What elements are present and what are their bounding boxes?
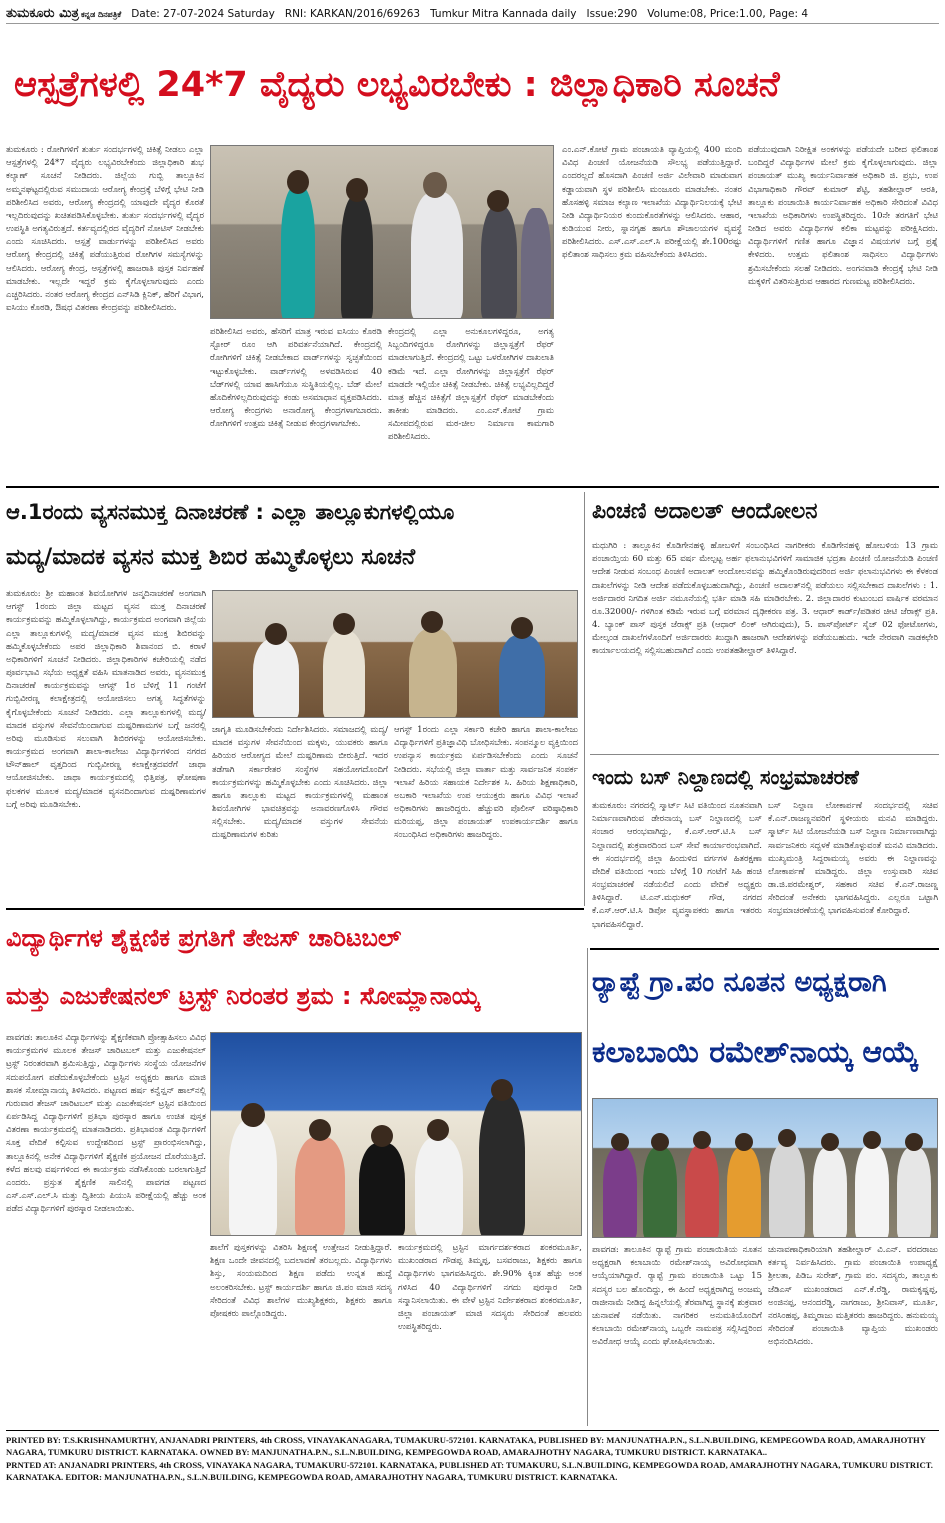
story3-body: ಮಧುಗಿರಿ : ತಾಲ್ಲೂಕಿನ ಕೊಡಿಗೇನಹಳ್ಳಿ ಹೋಬಳಿಗೆ ಸಂಬಂಧಿಸಿದ ನಾಗರೀಕರು ಕೊಡಿಗೇನಹಳ್ಳಿ ಹೋಬಳಿಯ 13 ಗ್ರಾಮ ಪಂಚಾಯ್ತಿಯ 60 ಮತ್ತು 65 ವರ್ಷ ಮೇಲ್ಪಟ್ಟ ಅರ್ಹ ಫಲಾನುಭವಿಗಳಿಗೆ ಸಾಮಾಜಿಕ ಭದ್ರತಾ ಪಿಂಚಣಿ ಯೋಜನೆಯಡಿ ಪಿಂಚಣಿ ಆದೇಶ ನೀಡುವ ಸಂಬಂಧ ಪಿಂಚಣಿ ಅದಾಲತ್ ಆಂದೋಲನವನ್ನು ಹಮ್ಮಿಕೊಂಡಿರುವುದರಿಂದ ಅರ್ಜಿ ಫಲಾನುಭವಿಗಳು ಈ ಕೆಳಕಂಡ ದಾಖಲೆಗಳನ್ನು ನೀಡಿ ಆದೇಶ ಪಡೆದುಕೊಳ್ಳಬಹುದಾಗಿದ್ದು, ಪಿಂಚಣಿ ಅದಾಲತ್‌ನಲ್ಲಿ ಪಡೆಯಲು ಸಲ್ಲಿಸಬೇಕಾದ ದಾಖಲೆಗಳು : 1. ಅರ್ಜಿದಾರರ ನಿಗದಿತ ಅರ್ಜಿ ನಮೂನೆಯಲ್ಲಿ ಭರ್ತಿ ಮಾಡಿ ಸಹಿ ಮಾಡಿರಬೇಕು. 2. ಜಿಲ್ಲಾದಾರರ ಕುಟುಂಬದ ವಾರ್ಷಿಕ ವರಮಾನ ರೂ.32000/- ಗಳಿಗಿಂತ ಕಡಿಮೆ ಇರುವ ಬಗ್ಗೆ ವರಮಾನ ದೃಢೀಕರಣ ಪತ್ರ. 3. ಆಧಾರ್ ಕಾರ್ಡ್/ಪಡಿತರ ಚೀಟಿ ಜೆರಾಕ್ಸ್ ಪ್ರತಿ. 4. ಬ್ಯಾಂಕ್ ಪಾಸ್ ಪುಸ್ತಕ ಜೆರಾಕ್ಸ್ ಪ್ರತಿ (ಆಧಾರ್ ಲಿಂಕ್ ಆಗಿರುವುದು), 5. ಪಾಸ್‌ಪೋರ್ಟ್ ಸೈಜ್ 02 ಫೋಟೋಗಳು, ಮೇಲ್ಕಂಡ ದಾಖಲೆಗಳೊಂದಿಗೆ ಅರ್ಜಿದಾರರು ಖುದ್ದಾಗಿ ಹಾಜರಾಗಿ ಆದೇಶಗಳನ್ನು ಪಡೆಯಬಹುದು. ಇದೇ ನೇರವಾಗಿ ನಾಡಕಛೇರಿ ಕಾರ್ಯಾಲಯದಲ್ಲಿ ಸಲ್ಲಿಸಬಹುದಾಗಿದೆ ಎಂದು ಉಪತಹಶೀಲ್ದಾರ್ ತಿಳಿಸಿದ್ದಾರೆ. bbox=[592, 541, 938, 657]
story6-photo bbox=[592, 1098, 938, 1238]
story5-col2: ಶಾಲೆಗೆ ಪುಸ್ತಕಗಳನ್ನು ವಿತರಿಸಿ ಶಿಕ್ಷಣಕ್ಕೆ ಉತ್ತೇಜನ ನೀಡುತ್ತಿದ್ದಾರೆ. ಶಿಕ್ಷಣ ಒಂದೇ ಜೀವನದಲ್ಲಿ ಬದಲಾವಣೆ ತರಬಲ್ಲದು. ವಿದ್ಯಾರ್ಥಿಗಳು ಶಿಸ್ತು, ಸಂಯಮದಿಂದ ಶಿಕ್ಷಣ ಪಡೆದು ಉನ್ನತ ಹುದ್ದೆ ಅಲಂಕರಿಸಬೇಕು. ಟ್ರಸ್ಟ್ ಕಾರ್ಯದರ್ಶಿ ಹಾಗೂ ಜಿ.ಪಂ ಮಾಜಿ ಸದಸ್ಯ ಸೇರಿದಂತೆ ವಿವಿಧ ಶಾಲೆಗಳ ಮುಖ್ಯಶಿಕ್ಷಕರು, ಶಿಕ್ಷಕರು ಹಾಗೂ ಪೋಷಕರು ಪಾಲ್ಗೊಂಡಿದ್ದರು. bbox=[210, 1243, 392, 1319]
divider bbox=[6, 908, 584, 910]
story5-headline-line2: ಮತ್ತು ಎಜುಕೇಷನಲ್ ಟ್ರಸ್ಟ್ ನಿರಂತರ ಶ್ರಮ : ಸೋಮ್ಲಾನಾಯ್ಕ bbox=[6, 982, 480, 1010]
paper-name: Tumkur Mitra Kannada daily bbox=[430, 7, 577, 20]
story4-col2: ಬಸ್ ನಿಲ್ದಾಣ ಲೋಕಾರ್ಪಣೆ ಸಂದರ್ಭದಲ್ಲಿ ಸಚಿವ ಕೆ.ಎನ್.ರಾಜಣ್ಣನವರಿಗೆ ಸ್ಥಳೀಯರು ಮನವಿ ಮಾಡಿದ್ದರು. ಸ್ಮಾರ್ಟ್ ಸಿಟಿ ಯೋಜನೆಯಡಿ ಬಸ್ ನಿಲ್ದಾಣ ನಿರ್ಮಾಣವಾಗಿದ್ದು ಸಾರ್ವಜನಿಕರು ಸದ್ಬಳಕೆ ಮಾಡಿಕೊಳ್ಳುವಂತೆ ಮನವಿ ಮಾಡಿದರು. ಮುಖ್ಯಮಂತ್ರಿ ಸಿದ್ದರಾಮಯ್ಯ ಅವರು ಈ ನಿಲ್ದಾಣವನ್ನು ಲೋಕಾರ್ಪಣೆ ಮಾಡಿದ್ದರು. ಜಿಲ್ಲಾ ಉಸ್ತುವಾರಿ ಸಚಿವ ಡಾ.ಜಿ.ಪರಮೇಶ್ವರ್, ಸಹಕಾರ ಸಚಿವ ಕೆ.ಎನ್.ರಾಜಣ್ಣ ಸೇರಿದಂತೆ ಅನೇಕರು ಭಾಗವಹಿಸಿದ್ದರು. ಎಲ್ಲರೂ ಒಟ್ಟಾಗಿ ಸಂಭ್ರಮಾಚರಣೆಯಲ್ಲಿ ಭಾಗವಹಿಸುವಂತೆ ಕೋರಿದ್ದಾರೆ. bbox=[768, 801, 938, 917]
story1-col1: ತುಮಕೂರು : ರೋಗಿಗಳಿಗೆ ತುರ್ತು ಸಂದರ್ಭಗಳಲ್ಲಿ ಚಿಕಿತ್ಸೆ ನೀಡಲು ಎಲ್ಲಾ ಆಸ್ಪತ್ರೆಗಳಲ್ಲಿ 24*7 ವೈದ್ಯರು ಲಭ್ಯವಿರಬೇಕೆಂದು ಜಿಲ್ಲಾಧಿಕಾರಿ ಶುಭ ಕಲ್ಯಾಣ್ ಸೂಚನೆ ನೀಡಿದರು. ಜಿಲ್ಲೆಯ ಗುಬ್ಬಿ ತಾಲ್ಲೂಕಿನ ಅಮ್ಮನಘಟ್ಟದಲ್ಲಿರುವ ಸಮುದಾಯ ಆರೋಗ್ಯ ಕೇಂದ್ರಕ್ಕೆ ಬೆಳಿಗ್ಗೆ ಭೇಟಿ ನೀಡಿ ಪರಿಶೀಲಿಸಿದ ಅವರು, ಆರೋಗ್ಯ ಕೇಂದ್ರದಲ್ಲಿ ಯಾವುದೇ ವೈದ್ಯರ ಕೊರತೆ ಇಲ್ಲದಿರುವುದನ್ನು ಖಚಿತಪಡಿಸಿಕೊಳ್ಳಬೇಕು. ತುರ್ತು ಸಂದರ್ಭಗಳಲ್ಲಿ ವೈದ್ಯರ ಉಪಸ್ಥಿತಿ ಅಗತ್ಯವಿರುತ್ತದೆ. ಕರ್ತವ್ಯದಲ್ಲಿರದ ವೈದ್ಯರಿಗೆ ನೋಟಿಸ್ ನೀಡಬೇಕು ಎಂದು ಸೂಚಿಸಿದರು. ಆಸ್ಪತ್ರೆ ವಾರ್ಡುಗಳನ್ನು ಪರಿಶೀಲಿಸಿದ ಅವರು ಆರೋಗ್ಯ ಕೇಂದ್ರದಲ್ಲಿ ಚಿಕಿತ್ಸೆ ಪಡೆಯುತ್ತಿರುವ ರೋಗಿಗಳ ಸಮಸ್ಯೆಗಳನ್ನು ಆಲಿಸಿದರು. ಆರೋಗ್ಯ ಕೇಂದ್ರ, ಆಸ್ಪತ್ರೆಗಳಲ್ಲಿ ಹಾಜರಾತಿ ಪುಸ್ತಕ ನಿರ್ವಹಣೆ ಮಾಡಬೇಕು. ಇಲ್ಲದೇ ಇದ್ದರೆ ಕ್ರಮ ಕೈಗೊಳ್ಳಲಾಗುವುದು ಎಂದು ಎಚ್ಚರಿಸಿದರು. ನಂತರ ಆರೋಗ್ಯ ಕೇಂದ್ರದ ಎನ್‌ಸಿಡಿ ಕ್ಲಿನಿಕ್, ಹೆರಿಗೆ ವಿಭಾಗ, ಐಸಿಯು ಕೊಠಡಿ, ಔಷಧ ವಿತರಣಾ ಕೇಂದ್ರವನ್ನು ಪರಿಶೀಲಿಸಿದರು. bbox=[6, 145, 204, 314]
column-divider bbox=[587, 948, 588, 1426]
story2-col2: ಜಾಗೃತಿ ಮೂಡಿಸಬೇಕೆಂದು ನಿರ್ದೇಶಿಸಿದರು. ಸಮಾಜದಲ್ಲಿ ಮದ್ಯ/ಮಾದಕ ವಸ್ತುಗಳ ಸೇವನೆಯಿಂದ ಮಕ್ಕಳು, ಯುವಕರು ಹಾಗೂ ಹಿರಿಯರ ಆರೋಗ್ಯದ ಮೇಲೆ ದುಷ್ಪರಿಣಾಮ ಬೀರುತ್ತಿದೆ. ಇದರ ತಡೆಗಾಗಿ ಸರ್ಕಾರೇತರ ಸಂಸ್ಥೆಗಳ ಸಹಯೋಗದೊಂದಿಗೆ ಕಾರ್ಯಕ್ರಮಗಳನ್ನು ಹಮ್ಮಿಕೊಳ್ಳಬೇಕು ಎಂದು ಸೂಚಿಸಿದರು. ಜಿಲ್ಲಾ ಹಾಗೂ ತಾಲ್ಲೂಕು ಮಟ್ಟದ ಕಾರ್ಯಕ್ರಮಗಳಲ್ಲಿ ಮಹಾಂತ ಶಿವಯೋಗಿಗಳ ಭಾವಚಿತ್ರವನ್ನು ಅನಾವರಣಗೊಳಿಸಿ ಗೌರವ ಸಲ್ಲಿಸಬೇಕು. ಮದ್ಯ/ಮಾದಕ ವಸ್ತುಗಳ ಸೇವನೆಯ ದುಷ್ಪರಿಣಾಮಗಳ ಕುರಿತು bbox=[212, 725, 388, 841]
story1-photo bbox=[210, 145, 554, 319]
story4-col1: ತುಮಕೂರು: ನಗರದಲ್ಲಿ ಸ್ಮಾರ್ಟ್ ಸಿಟಿ ವತಿಯಿಂದ ನೂತನವಾಗಿ ನಿರ್ಮಾಣವಾಗಿರುವ ಡೇರನಾಯ್ಕ ಬಸ್ ನಿಲ್ದಾಣದಲ್ಲಿ ಬಸ್ ಸಂಚಾರ ಆರಂಭವಾಗಿದ್ದು, ಕೆ.ಎಸ್.ಆರ್.ಟಿ.ಸಿ ಬಸ್ ನಿಲ್ದಾಣದಲ್ಲಿ ಶುಕ್ರವಾರದಿಂದ ಬಸ್ ಸೇವೆ ಕಾರ್ಯಾರಂಭವಾಗಿದೆ. ಈ ಸಂದರ್ಭದಲ್ಲಿ ಜಿಲ್ಲಾ ಹಿಂದುಳಿದ ವರ್ಗಗಳ ಹಿತರಕ್ಷಣಾ ವೇದಿಕೆ ವತಿಯಿಂದ ಇಂದು ಬೆಳಿಗ್ಗೆ 10 ಗಂಟೆಗೆ ಸಿಹಿ ಹಂಚಿ ಸಂಭ್ರಮಾಚರಣೆ ನಡೆಯಲಿದೆ ಎಂದು ವೇದಿಕೆ ಅಧ್ಯಕ್ಷರು ತಿಳಿಸಿದ್ದಾರೆ. ಟಿ.ಎನ್.ಮಧುಕರ್ ಗೌಡ, ನಗರದ ಕೆ.ಎಸ್.ಆರ್.ಟಿ.ಸಿ ಡಿಪೋ ವ್ಯವಸ್ಥಾಪಕರು ಹಾಗೂ ಇತರರು ಭಾಗವಹಿಸಲಿದ್ದಾರೆ. bbox=[592, 801, 762, 930]
issue-number: Issue:290 bbox=[586, 7, 638, 20]
column-divider bbox=[584, 492, 585, 906]
story4-headline: ಇಂದು ಬಸ್ ನಿಲ್ದಾಣದಲ್ಲಿ ಸಂಭ್ರಮಾಚರಣೆ bbox=[592, 765, 859, 789]
story1-headline: ಆಸ್ಪತ್ರೆಗಳಲ್ಲಿ 24*7 ವೈದ್ಯರು ಲಭ್ಯವಿರಬೇಕು : ಜಿಲ್ಲಾಧಿಕಾರಿ ಸೂಚನೆ bbox=[14, 65, 780, 105]
rni-number: RNI: KARKAN/2016/69263 bbox=[284, 7, 421, 20]
story3-headline: ಪಿಂಚಣಿ ಅದಾಲತ್ ಆಂದೋಲನ bbox=[592, 499, 818, 524]
divider bbox=[6, 486, 939, 488]
story1-col5: ಪಡೆಯುವುದಾಗಿ ನಿರೀಕ್ಷಿತ ಅಂಕಗಳನ್ನು ಪಡೆಯದೇ ಬರೀದ ಫಲಿತಾಂಶ ಬಂದಿದ್ದರೆ ವಿದ್ಯಾರ್ಥಿಗಳ ಮೇಲೆ ಕ್ರಮ ಕೈಗೊಳ್ಳಲಾಗುವುದು. ಜಿಲ್ಲಾ ಪಂಚಾಯತ್ ಮುಖ್ಯ ಕಾರ್ಯನಿರ್ವಾಹಕ ಅಧಿಕಾರಿ ಜಿ. ಪ್ರಭು, ಉಪ ವಿಭಾಗಾಧಿಕಾರಿ ಗೌರವ್ ಕುಮಾರ್ ಶೆಟ್ಟಿ, ತಹಶೀಲ್ದಾರ್ ಆರತಿ, ತಾಲ್ಲೂಕು ಪಂಚಾಯಿತಿ ಕಾರ್ಯನಿರ್ವಾಹಕ ಅಧಿಕಾರಿ ಸೇರಿದಂತೆ ವಿವಿಧ ಇಲಾಖೆಯ ಅಧಿಕಾರಿಗಳು ಉಪಸ್ಥಿತರಿದ್ದರು. 10ನೇ ತರಗತಿಗೆ ಭೇಟಿ ನೀಡಿದ ಅವರು ವಿದ್ಯಾರ್ಥಿಗಳ ಕಲಿಕಾ ಮಟ್ಟವನ್ನು ಪರೀಕ್ಷಿಸಿದರು. ವಿದ್ಯಾರ್ಥಿಗಳಿಗೆ ಗಣಿತ ಹಾಗೂ ವಿಜ್ಞಾನ ವಿಷಯಗಳ ಬಗ್ಗೆ ಪ್ರಶ್ನೆ ಕೇಳಿದರು. ಉತ್ತಮ ಫಲಿತಾಂಶ ಸಾಧಿಸಲು ವಿದ್ಯಾರ್ಥಿಗಳು ಶ್ರಮಿಸಬೇಕೆಂದು ಸಲಹೆ ನೀಡಿದರು. ಅಂಗನವಾಡಿ ಕೇಂದ್ರಕ್ಕೆ ಭೇಟಿ ನೀಡಿ ಮಕ್ಕಳಿಗೆ ವಿತರಿಸುತ್ತಿರುವ ಆಹಾರದ ಗುಣಮಟ್ಟ ಪರಿಶೀಲಿಸಿದರು. bbox=[748, 145, 938, 287]
story2-headline-line1: ಆ.1ರಂದು ವ್ಯಸನಮುಕ್ತ ದಿನಾಚರಣೆ : ಎಲ್ಲಾ ತಾಲ್ಲೂಕುಗಳಲ್ಲಿಯೂ bbox=[6, 500, 455, 524]
story1-col2: ಪರಿಶೀಲಿಸಿದ ಅವರು, ಹೆಸರಿಗೆ ಮಾತ್ರ ಇರುವ ಐಸಿಯು ಕೊಠಡಿ ಸ್ಟೋರ್ ರೂಂ ಆಗಿ ಪರಿವರ್ತನೆಯಾಗಿದೆ. ಕೇಂದ್ರದಲ್ಲಿ ರೋಗಿಗಳಿಗೆ ಚಿಕಿತ್ಸೆ ನೀಡಬೇಕಾದ ವಾರ್ಡ್‌ಗಳನ್ನು ಸ್ವಚ್ಛತೆಯಿಂದ ಇಟ್ಟುಕೊಳ್ಳಬೇಕು. ವಾರ್ಡ್‌ಗಳಲ್ಲಿ ಅಳವಡಿಸಿರುವ 40 ಬೆಡ್‌ಗಳಲ್ಲಿ ಯಾವ ಹಾಸಿಗೆಯೂ ಸುಸ್ಥಿತಿಯಲ್ಲಿಲ್ಲ. ಬೆಡ್ ಮೇಲೆ ಹೊದಿಕೆಗಳಿಲ್ಲದಿರುವುದನ್ನು ಕಂಡು ಅಸಮಾಧಾನ ವ್ಯಕ್ತಪಡಿಸಿದರು. ಆರೋಗ್ಯ ಕೇಂದ್ರಗಳು ಅನಾರೋಗ್ಯ ಕೇಂದ್ರಗಳಾಗಬಾರದು. ರೋಗಿಗಳಿಗೆ ಉತ್ತಮ ಚಿಕಿತ್ಸೆ ನೀಡುವ ಕೇಂದ್ರಗಳಾಗಬೇಕು. bbox=[210, 327, 382, 430]
imprint-footer bbox=[6, 1430, 939, 1484]
story1-col3: ಕೇಂದ್ರದಲ್ಲಿ ಎಲ್ಲಾ ಅನುಕೂಲಗಳಿದ್ದರೂ, ಅಗತ್ಯ ಸಿಬ್ಬಂದಿಗಳಿದ್ದರೂ ರೋಗಿಗಳನ್ನು ಜಿಲ್ಲಾಸ್ಪತ್ರೆಗೆ ರೆಫರ್ ಮಾಡಲಾಗುತ್ತಿದೆ. ಕೇಂದ್ರದಲ್ಲಿ ಒಟ್ಟು ಒಳರೋಗಿಗಳ ದಾಖಲಾತಿ ಕಡಿಮೆ ಇದೆ. ಎಲ್ಲಾ ರೋಗಿಗಳನ್ನು ಜಿಲ್ಲಾಸ್ಪತ್ರೆಗೆ ರೆಫರ್ ಮಾಡದೇ ಇಲ್ಲಿಯೇ ಚಿಕಿತ್ಸೆ ನೀಡಬೇಕು. ಚಿಕಿತ್ಸೆ ಲಭ್ಯವಿಲ್ಲದಿದ್ದರೆ ಮಾತ್ರ ಹೆಚ್ಚಿನ ಚಿಕಿತ್ಸೆಗೆ ಜಿಲ್ಲಾಸ್ಪತ್ರೆಗೆ ರೆಫರ್ ಮಾಡಬೇಕೆಂದು ತಾಕೀತು ಮಾಡಿದರು. ಎಂ.ಎನ್.ಕೋಟೆ ಗ್ರಾಮ ಸಮೀಪದಲ್ಲಿರುವ ಮಠ-ಚೀಲ ನಿರ್ಮಾಣ ಕಾಮಗಾರಿ ಪರಿಶೀಲಿಸಿದರು. bbox=[388, 327, 554, 443]
divider bbox=[590, 948, 939, 950]
story5-headline-line1: ವಿದ್ಯಾರ್ಥಿಗಳ ಶೈಕ್ಷಣಿಕ ಪ್ರಗತಿಗೆ ತೇಜಸ್ ಚಾರಿಟಬಲ್ bbox=[6, 924, 402, 952]
story2-col3: ಆಗಸ್ಟ್ 1ರಂದು ಎಲ್ಲಾ ಸರ್ಕಾರಿ ಕಚೇರಿ ಹಾಗೂ ಶಾಲಾ-ಕಾಲೇಜು ವಿದ್ಯಾರ್ಥಿಗಳಿಗೆ ಪ್ರತಿಜ್ಞಾವಿಧಿ ಬೋಧಿಸಬೇಕು. ಸಂಪನ್ಮೂಲ ವ್ಯಕ್ತಿಯಿಂದ ಉಪನ್ಯಾಸ ಕಾರ್ಯಕ್ರಮ ಏರ್ಪಡಿಸಬೇಕೆಂದು ಎಂದು ಸೂಚನೆ ನೀಡಿದರು. ಸಭೆಯಲ್ಲಿ ಜಿಲ್ಲಾ ವಾರ್ತಾ ಮತ್ತು ಸಾರ್ವಜನಿಕ ಸಂಪರ್ಕ ಇಲಾಖೆ ಹಿರಿಯ ಸಹಾಯಕ ನಿರ್ದೇಶಕ ಸಿ. ಹಿರಿಯ ಶಿಕ್ಷಣಾಧಿಕಾರಿ, ಅಬಕಾರಿ ಇಲಾಖೆಯ ಉಪ ಆಯುಕ್ತರು ಹಾಗೂ ವಿವಿಧ ಇಲಾಖೆ ಅಧಿಕಾರಿಗಳು ಹಾಜರಿದ್ದರು. ಹೆಚ್ಚುವರಿ ಪೊಲೀಸ್ ವರಿಷ್ಠಾಧಿಕಾರಿ ಮರಿಯಪ್ಪ, ಜಿಲ್ಲಾ ಪಂಚಾಯತ್ ಉಪಕಾರ್ಯದರ್ಶಿ ಹಾಗೂ ಸಂಬಂಧಿಸಿದ ಅಧಿಕಾರಿಗಳು ಹಾಜರಿದ್ದರು. bbox=[394, 725, 578, 841]
story2-col1: ತುಮಕೂರು: ಶ್ರೀ ಮಹಾಂತ ಶಿವಯೋಗಿಗಳ ಜನ್ಮದಿನಾಚರಣೆ ಅಂಗವಾಗಿ ಆಗಸ್ಟ್ 1ರಂದು ಜಿಲ್ಲಾ ಮಟ್ಟದ ವ್ಯಸನ ಮುಕ್ತ ದಿನಾಚರಣೆ ಕಾರ್ಯಕ್ರಮವನ್ನು ಹಮ್ಮಿಕೊಳ್ಳಲಾಗಿದ್ದು, ಕಾರ್ಯಕ್ರಮದ ಅಂಗವಾಗಿ ಜಿಲ್ಲೆಯ ಎಲ್ಲಾ ತಾಲ್ಲೂಕುಗಳಲ್ಲಿ ಮದ್ಯ/ಮಾದಕ ವ್ಯಸನ ಮುಕ್ತ ಶಿಬಿರವನ್ನು ಹಮ್ಮಿಕೊಳ್ಳಬೇಕೆಂದು ಅಪರ ಜಿಲ್ಲಾಧಿಕಾರಿ ಶಿವಾನಂದ ಬಿ. ಕರಾಳೆ ಅಧಿಕಾರಿಗಳಿಗೆ ಸೂಚನೆ ನೀಡಿದರು. ಜಿಲ್ಲಾಧಿಕಾರಿಗಳ ಕಚೇರಿಯಲ್ಲಿ ನಡೆದ ಪೂರ್ವಭಾವಿ ಸಭೆಯ ಅಧ್ಯಕ್ಷತೆ ವಹಿಸಿ ಮಾತನಾಡಿದ ಅವರು, ವ್ಯಸನಮುಕ್ತ ದಿನಾಚರಣೆ ಕಾರ್ಯಕ್ರಮವನ್ನು ಆಗಸ್ಟ್ 1ರ ಬೆಳಿಗ್ಗೆ 11 ಗಂಟೆಗೆ ಗುಬ್ಬಿವೀರಣ್ಣ ಕಲಾಕ್ಷೇತ್ರದಲ್ಲಿ ಆಯೋಜಿಸಲು ಅಗತ್ಯ ಸಿದ್ಧತೆಗಳನ್ನು ಕೈಗೊಳ್ಳಬೇಕೆಂದು ಸೂಚನೆ ನೀಡಿದರು. ಎಲ್ಲಾ ತಾಲ್ಲೂಕುಗಳಲ್ಲಿ ಮದ್ಯ/ಮಾದಕ ವಸ್ತುಗಳ ಸೇವನೆಯಿಂದಾಗುವ ದುಷ್ಪರಿಣಾಮಗಳ ಬಗ್ಗೆ ಜನರಲ್ಲಿ ಅರಿವು ಮೂಡಿಸುವ ಸಲುವಾಗಿ ಶಿಬಿರಗಳನ್ನು ಆಯೋಜಿಸಬೇಕು. ಕಾರ್ಯಕ್ರಮದ ಅಂಗವಾಗಿ ಶಾಲಾ-ಕಾಲೇಜು ವಿದ್ಯಾರ್ಥಿಗಳಿಂದ ನಗರದ ಟೌನ್‌ಹಾಲ್ ವೃತ್ತದಿಂದ ಗುಬ್ಬಿವೀರಣ್ಣ ಕಲಾಕ್ಷೇತ್ರದವರೆಗೆ ಜಾಥಾ ಆಯೋಜಿಸಬೇಕು. ಜಾಥಾ ಕಾರ್ಯಕ್ರಮದಲ್ಲಿ ಭಿತ್ತಿಪತ್ರ, ಘೋಷಣಾ ಫಲಕಗಳ ಮೂಲಕ ಮದ್ಯ/ಮಾದಕ ವ್ಯಸನದಿಂದಾಗುವ ದುಷ್ಪರಿಣಾಮಗಳ ಬಗ್ಗೆ ಅರಿವು ಮೂಡಿಸಬೇಕು. bbox=[6, 589, 206, 810]
story1-col4: ಎಂ.ಎನ್.ಕೋಟೆ ಗ್ರಾಮ ಪಂಚಾಯತಿ ವ್ಯಾಪ್ತಿಯಲ್ಲಿ 400 ಮಂದಿ ವಿವಿಧ ಪಿಂಚಣಿ ಯೋಜನೆಯಡಿ ಸೌಲಭ್ಯ ಪಡೆಯುತ್ತಿದ್ದಾರೆ. ಎಂದರಲ್ಲದೆ ಹೊಸದಾಗಿ ಪಿಂಚಣಿ ಅರ್ಜಿ ವಿಲೇವಾರಿ ಮಾಡುವಾಗ ಕಡ್ಡಾಯವಾಗಿ ಸ್ಥಳ ಪರಿಶೀಲಿಸಿ ಮಂಜೂರು ಮಾಡಬೇಕು. ನಂತರ ಹೊಸಹಳ್ಳಿ ಸಮಾಜ ಕಲ್ಯಾಣ ಇಲಾಖೆಯ ವಿದ್ಯಾರ್ಥಿನಿಲಯಕ್ಕೆ ಭೇಟಿ ನೀಡಿ ವಿದ್ಯಾರ್ಥಿನಿಯರ ಕುಂದುಕೊರತೆಗಳನ್ನು ಆಲಿಸಿದರು. ಆಹಾರ, ಕುಡಿಯುವ ನೀರು, ಸ್ನಾನಗೃಹ ಹಾಗೂ ಶೌಚಾಲಯಗಳ ವ್ಯವಸ್ಥೆ ಪರಿಶೀಲಿಸಿದರು. ಎಸ್.ಎಸ್.ಎಲ್.ಸಿ ಪರೀಕ್ಷೆಯಲ್ಲಿ ಶೇ.100ರಷ್ಟು ಫಲಿತಾಂಶ ಸಾಧಿಸಲು ಕ್ರಮ ವಹಿಸಬೇಕೆಂದು ತಿಳಿಸಿದರು. bbox=[562, 145, 742, 261]
story6-headline-line1: ರ್‍ಯಾಪ್ಟೆ ಗ್ರಾ.ಪಂ ನೂತನ ಅಧ್ಯಕ್ಷರಾಗಿ bbox=[592, 967, 887, 998]
masthead bbox=[6, 4, 939, 24]
divider bbox=[590, 754, 939, 755]
story5-photo bbox=[210, 1032, 582, 1236]
story5-col1: ಪಾವಗಡ: ತಾಲೂಕಿನ ವಿದ್ಯಾರ್ಥಿಗಳನ್ನು ಶೈಕ್ಷಣಿಕವಾಗಿ ಪ್ರೋತ್ಸಾಹಿಸಲು ವಿವಿಧ ಕಾರ್ಯಕ್ರಮಗಳ ಮೂಲಕ ತೇಜಸ್ ಚಾರಿಟಬಲ್ ಮತ್ತು ಎಜುಕೇಷನಲ್ ಟ್ರಸ್ಟ್ ನಿರಂತರವಾಗಿ ಶ್ರಮಿಸುತ್ತಿದ್ದು, ವಿದ್ಯಾರ್ಥಿಗಳು ಸಂಸ್ಥೆಯ ಯೋಜನೆಗಳ ಸದುಪಯೋಗ ಪಡೆದುಕೊಳ್ಳಬೇಕೆಂದು ಟ್ರಸ್ಟಿನ ಅಧ್ಯಕ್ಷರು ಹಾಗೂ ಮಾಜಿ ಶಾಸಕ ಸೋಮ್ಲಾನಾಯ್ಕ ತಿಳಿಸಿದರು. ಪಟ್ಟಣದ ಹರ್ಷ ಕನ್ವೆನ್ಷನ್ ಹಾಲ್‌ನಲ್ಲಿ ಗುರುವಾರ ತೇಜಸ್ ಚಾರಿಟಬಲ್ ಮತ್ತು ಎಜುಕೇಷನಲ್ ಟ್ರಸ್ಟಿನ ವತಿಯಿಂದ ಏರ್ಪಡಿಸಿದ್ದ ವಿದ್ಯಾರ್ಥಿಗಳಿಗೆ ಪ್ರತಿಭಾ ಪುರಸ್ಕಾರ ಹಾಗೂ ಉಚಿತ ಪುಸ್ತಕ ವಿತರಣಾ ಕಾರ್ಯಕ್ರಮದಲ್ಲಿ ಮಾತನಾಡಿದರು. ಪ್ರತಿಭಾವಂತ ವಿದ್ಯಾರ್ಥಿಗಳಿಗೆ ಸೂಕ್ತ ವೇದಿಕೆ ಕಲ್ಪಿಸುವ ಉದ್ದೇಶದಿಂದ ಟ್ರಸ್ಟ್ ಪ್ರಾರಂಭಿಸಲಾಗಿದ್ದು, ತಾಲ್ಲೂಕಿನಲ್ಲಿ ಅನೇಕ ವಿದ್ಯಾರ್ಥಿಗಳಿಗೆ ಶೈಕ್ಷಣಿಕ ಪ್ರಯೋಜನ ದೊರೆಯುತ್ತಿದೆ. ಕಳೆದ ಹಲವು ವರ್ಷಗಳಿಂದ ಈ ಕಾರ್ಯಕ್ರಮ ನಡೆಸಿಕೊಂಡು ಬರಲಾಗುತ್ತಿದೆ ಎಂದರು. ಪ್ರಸ್ತುತ ಶೈಕ್ಷಣಿಕ ಸಾಲಿನಲ್ಲಿ ಪಾವಗಡ ಪಟ್ಟಣದ ಎಸ್.ಎಸ್.ಎಲ್.ಸಿ ಮತ್ತು ದ್ವಿತೀಯ ಪಿಯುಸಿ ಪರೀಕ್ಷೆಯಲ್ಲಿ ಹೆಚ್ಚು ಅಂಕ ಪಡೆದ ವಿದ್ಯಾರ್ಥಿಗಳಿಗೆ ಪುರಸ್ಕಾರ ನೀಡಲಾಯಿತು. bbox=[6, 1033, 206, 1215]
story6-headline-line2: ಕಲಾಬಾಯಿ ರಮೇಶ್‌ನಾಯ್ಕ ಆಯ್ಕೆ bbox=[592, 1035, 919, 1070]
story2-headline-line2: ಮದ್ಯ/ಮಾದಕ ವ್ಯಸನ ಮುಕ್ತ ಶಿಬಿರ ಹಮ್ಮಿಕೊಳ್ಳಲು ಸೂಚನೆ bbox=[6, 545, 416, 570]
story5-col3: ಕಾರ್ಯಕ್ರಮದಲ್ಲಿ ಟ್ರಸ್ಟಿನ ಮಾರ್ಗದರ್ಶಕರಾದ ಶಂಕರಮೂರ್ತಿ, ಮುಖಂಡರಾದ ಗೌಡಪ್ಪ ತಿಮ್ಮಪ್ಪ, ಬಸವರಾಜು, ಶಿಕ್ಷಕರು ಹಾಗೂ ವಿದ್ಯಾರ್ಥಿಗಳು ಭಾಗವಹಿಸಿದ್ದರು. ಶೇ.90% ಕ್ಕಿಂತ ಹೆಚ್ಚು ಅಂಕ ಗಳಿಸಿದ 40 ವಿದ್ಯಾರ್ಥಿಗಳಿಗೆ ನಗದು ಪುರಸ್ಕಾರ ನೀಡಿ ಸನ್ಮಾನಿಸಲಾಯಿತು. ಈ ವೇಳೆ ಟ್ರಸ್ಟಿನ ನಿರ್ದೇಶಕರಾದ ಶಂಕರಮೂರ್ತಿ, ಜಿಲ್ಲಾ ಪಂಚಾಯತ್ ಮಾಜಿ ಸದಸ್ಯರು ಸೇರಿದಂತೆ ಹಲವರು ಉಪಸ್ಥಿತರಿದ್ದರು. bbox=[398, 1243, 582, 1333]
story6-col1: ಪಾವಗಡ: ತಾಲೂಕಿನ ರ್‍ಯಾಪ್ಟೆ ಗ್ರಾಮ ಪಂಚಾಯಿತಿಯ ನೂತನ ಅಧ್ಯಕ್ಷರಾಗಿ ಕಲಾಬಾಯಿ ರಮೇಶ್‌ನಾಯ್ಕ ಅವಿರೋಧವಾಗಿ ಆಯ್ಕೆಯಾಗಿದ್ದಾರೆ. ರ್‍ಯಾಪ್ಟೆ ಗ್ರಾಮ ಪಂಚಾಯಿತಿ ಒಟ್ಟು 15 ಸದಸ್ಯರ ಬಲ ಹೊಂದಿದ್ದು, ಈ ಹಿಂದೆ ಅಧ್ಯಕ್ಷರಾಗಿದ್ದ ಅಂಜಮ್ಮ ರಾಜೀನಾಮೆ ನೀಡಿದ್ದ ಹಿನ್ನಲೆಯಲ್ಲಿ ತೆರವಾಗಿದ್ದ ಸ್ಥಾನಕ್ಕೆ ಶುಕ್ರವಾರ ಚುನಾವಣೆ ನಡೆಯಿತು. ನಾಗರಿಕರ ಅನುಮತಿಯೊಂದಿಗೆ ಕಲಾಬಾಯಿ ರಮೇಶ್‌ನಾಯ್ಕ ಒಬ್ಬರೇ ನಾಮಪತ್ರ ಸಲ್ಲಿಸಿದ್ದರಿಂದ ಅವಿರೋಧ ಆಯ್ಕೆ ಎಂದು ಘೋಷಿಸಲಾಯಿತು. bbox=[592, 1245, 762, 1348]
imprint-line1: PRINTED BY: T.S.KRISHNAMURTHY, ANJANADRI PRINTERS, 4th CROSS, VINAYAKANAGARA, TUMAKURU-572101. KARNATAKA, PUBLISHED BY: MANJUNATHA.P.N., S.L.N.BUILDING, KEMPEGOWDA ROAD, AMARAJHOTHY NAGARA, TUMKURU DISTRICT. KARNATAKA. OWNED BY: MANJUNATHA.P.N., S.L.N.BUILDING, KEMPEGOWDA ROAD, AMARAJHOTHY NAGARA, TUMKURU DISTRICT. KARNATAKA.. bbox=[6, 1435, 926, 1458]
issue-date: Date: 27-07-2024 Saturday bbox=[131, 7, 275, 20]
story6-col2: ಚುನಾವಣಾಧಿಕಾರಿಯಾಗಿ ತಹಶೀಲ್ದಾರ್ ವಿ.ಎನ್. ವರದರಾಜು ಕರ್ತವ್ಯ ನಿರ್ವಹಿಸಿದರು. ಗ್ರಾಮ ಪಂಚಾಯಿತಿ ಉಪಾಧ್ಯಕ್ಷೆ ಶ್ರೀಲತಾ, ಪಿಡಿಒ ಸುರೇಶ್, ಗ್ರಾಮ ಪಂ. ಸದಸ್ಯರು, ತಾಲ್ಲೂಕು ಜೆಡಿಎಸ್ ಮುಖಂಡರಾದ ಎನ್.ಕೆ.ರೆಡ್ಡಿ, ರಾಮಕೃಷ್ಣಪ್ಪ, ಅಂಜಿನಪ್ಪ, ಆನಂದರೆಡ್ಡಿ, ನಾಗರಾಜು, ಶ್ರೀನಿವಾಸ್, ಮೂರ್ತಿ, ನರಸಿಂಹಪ್ಪ, ತಿಮ್ಮರಾಜು ಮತ್ತಿತರರು ಹಾಜರಿದ್ದರು. ಹನುಮಯ್ಯ ಸೇರಿದಂತೆ ಪಂಚಾಯಿತಿ ವ್ಯಾಪ್ತಿಯ ಮುಖಂಡರು ಅಭಿನಂದಿಸಿದರು. bbox=[768, 1245, 938, 1348]
story2-photo bbox=[212, 590, 578, 718]
volume-price-page: Volume:08, Price:1.00, Page: 4 bbox=[647, 7, 809, 20]
imprint-line2: PRNTED AT: ANJANADRI PRINTERS, 4th CROSS, VINAYAKA NAGARA, TUMAKURU-572101. KARNATAKA, PUBLISHED AT: TUMAKURU, S.L.N.BUILDING, KEMPEGOWDA ROAD, AMARAJHOTHY NAGARA, TUMKURU DISTRICT. KARNATAKA. EDITOR: MANJUNATHA.P.N., S.L.N.BUILDING, KEMPEGOWDA ROAD, AMARAJHOTHY NAGARA, TUMKURU DISTRICT. KARNATAKA. bbox=[6, 1459, 933, 1483]
paper-logo: ತುಮಕೂರು ಮಿತ್ರ ಕನ್ನಡ ದಿನಪತ್ರಿಕೆ bbox=[6, 6, 122, 21]
photo-figure bbox=[281, 186, 315, 319]
